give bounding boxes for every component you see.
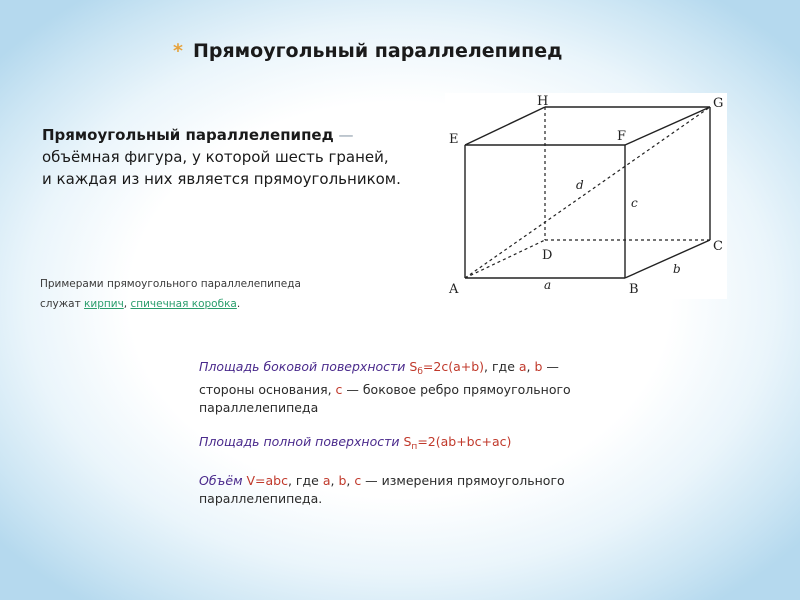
vertex-label-g: G [713, 96, 724, 111]
edge-label-d: d [576, 178, 584, 192]
vertex-label-e: E [449, 132, 459, 147]
vertex-label-d: D [542, 248, 553, 263]
link-brick[interactable]: кирпич [84, 298, 124, 310]
lateral-t1: , где [484, 359, 519, 374]
formula-volume [199, 472, 579, 508]
volume-v1: a [322, 473, 331, 488]
total-s: S [403, 434, 412, 449]
formulas-block [199, 358, 579, 524]
volume-label: Объём [199, 473, 243, 488]
bullet-star: * [173, 40, 183, 62]
examples-end: . [236, 298, 241, 310]
lateral-s: S [409, 359, 418, 374]
lateral-t4: — боковое ребро прямоугольного параллелепипеда [199, 382, 571, 415]
volume-expr: V=abc [246, 473, 288, 488]
total-label: Площадь полной поверхности [199, 434, 400, 449]
edge-label-b: b [673, 262, 681, 276]
link-matchbox[interactable]: спичечная коробка [130, 298, 237, 310]
volume-t4: — измерения прямоугольного параллелепипеда. [199, 473, 565, 506]
vertex-label-h: H [537, 94, 549, 109]
lateral-v3: c [335, 382, 343, 397]
edge-label-a: a [544, 278, 552, 292]
diagonal-AG [465, 107, 710, 278]
examples-line-2 [40, 294, 420, 314]
edge-FG [625, 107, 710, 145]
lateral-t2: , [526, 359, 535, 374]
definition-term: Прямоугольный параллелепипед [42, 126, 334, 144]
formula-total-area [199, 433, 579, 456]
vertex-label-a: A [449, 282, 459, 297]
lateral-label: Площадь боковой поверхности [199, 359, 406, 374]
examples-line-1: Примерами прямоугольного параллелепипеда [40, 278, 301, 290]
edge-label-c: c [631, 196, 638, 210]
volume-v2: b [338, 473, 347, 488]
vertex-label-b: B [629, 282, 639, 297]
volume-v3: c [354, 473, 362, 488]
definition-body: объёмная фигура, у которой шесть граней, и каждая из них является прямоугольником. [42, 148, 401, 188]
slide-title [173, 40, 693, 62]
lateral-sub: б [417, 367, 423, 377]
examples-text [40, 274, 420, 314]
definition-text [42, 124, 402, 190]
formula-lateral-area [199, 358, 579, 417]
lateral-t3: — стороны основания, [199, 359, 559, 397]
edge-EH [465, 107, 545, 145]
slide-title-text: Прямоугольный параллелепипед [192, 40, 563, 62]
parallelepiped-diagram [445, 93, 727, 299]
lateral-expr: =2c(a+b) [422, 359, 485, 374]
edge-AD-hidden [465, 240, 545, 278]
total-sub: п [411, 442, 418, 452]
vertex-label-f: F [617, 129, 627, 144]
vertex-label-c: C [713, 239, 723, 254]
lateral-v2: b [534, 359, 543, 374]
edge-BC [625, 240, 710, 278]
parallelepiped-figure [445, 93, 727, 299]
definition-dash: — [333, 126, 354, 144]
lateral-v1: a [518, 359, 527, 374]
examples-prefix: служат [40, 298, 85, 310]
total-expr: =2(ab+bc+ac) [417, 434, 512, 449]
volume-t3: , [346, 473, 355, 488]
examples-sep: , [123, 298, 131, 310]
volume-t1: , где [287, 473, 323, 488]
volume-t2: , [330, 473, 339, 488]
